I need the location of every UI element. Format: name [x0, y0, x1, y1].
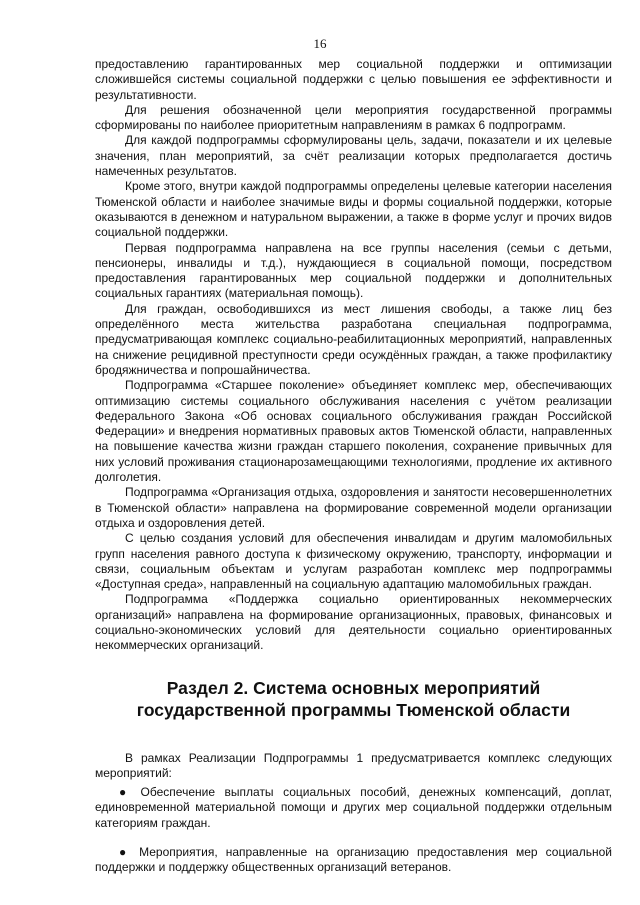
section-title — [95, 677, 612, 721]
paragraph: Подпрограмма «Организация отдыха, оздоровления и занятости несовершеннолетних в Тюменской области» направлена на формирование современной модели организации отдыха и оздоровления детей. — [95, 485, 612, 530]
paragraph: Кроме этого, внутри каждой подпрограммы определены целевые категории населения Тюменской области и наиболее значимые виды и формы социальной поддержки, которые оказываются в денежном и натуральном выражении, а также в форме услуг и прочих видов социальной поддержки. — [95, 179, 612, 240]
body-text — [95, 57, 612, 654]
paragraph: Для каждой подпрограммы сформулированы цель, задачи, показатели и их целевые значения, план мероприятий, за счёт реализации которых предполагается достичь намеченных результатов. — [95, 133, 612, 179]
paragraph-continuation: предоставлению гарантированных мер социальной поддержки и оптимизации сложившейся системы социальной поддержки с целью повышения ее эффективности и результативности. — [95, 57, 612, 102]
bullet-text: Мероприятия, направленные на организацию предоставления мер социальной поддержки и поддержку общественных организаций ветеранов. — [95, 845, 612, 875]
paragraph: Первая подпрограмма направлена на все группы населения (семьи с детьми, пенсионеры, инвалиды и т.д.), нуждающиеся в социальной помощи, посредством предоставления гарантированных мер социальной поддержки и дополнительных социальных гарантиях (материальная помощь). — [95, 240, 612, 301]
bullet-text: Обеспечение выплаты социальных пособий, денежных компенсаций, доплат, единовременной материальной помощи и других мер социальной поддержки отдельным категориям граждан. — [95, 785, 612, 830]
section-title-line-2: государственной программы Тюменской области — [136, 699, 571, 720]
bullet-icon: ● — [119, 785, 127, 800]
paragraph: С целью создания условий для обеспечения инвалидам и другим маломобильных групп населения равного доступа к физическому окружению, транспорту, информации и связи, социальным объектам и услугам разработан комплекс мер подпрограммы «Доступная среда», направленный на социальную адаптацию маломобильных граждан. — [95, 531, 612, 592]
paragraph: Подпрограмма «Поддержка социально ориентированных некоммерческих организаций» направлена на формирование организационных, правовых, финансовых и социально-экономических условий для деятельности социально ориентированных некоммерческих организаций. — [95, 592, 612, 653]
bullet-item — [95, 785, 612, 831]
paragraph: Подпрограмма «Старшее поколение» объединяет комплекс мер, обеспечивающих оптимизацию системы социального обслуживания населения с учётом реализации Федерального Закона «Об основах социального обслуживания граждан Российской Федерации» и внедрения нормативных правовых актов Тюменской области, направленных на повышение качества жизни граждан старшего поколения, сохранение привычных для них условий проживания стационарозамещающими технологиями, продление их активного долголетия. — [95, 378, 612, 485]
page-number: 16 — [313, 36, 327, 51]
paragraph: Для решения обозначенной цели мероприятия государственной программы сформированы по наиболее приоритетным направлениям в рамках 6 подпрограмм. — [95, 102, 612, 133]
section-title-line-1: Раздел 2. Система основных мероприятий — [166, 677, 541, 698]
paragraph: Для граждан, освободившихся из мест лишения свободы, а также лиц без определённого места жительства разработана специальная подпрограмма, предусматривающая комплекс социально-реабилитационных мероприятий, направленных на снижение рецидивной преступности среди осуждённых граждан, а также профилактику бродяжничества и попрошайничества. — [95, 301, 612, 377]
bullet-icon: ● — [119, 845, 127, 860]
bullet-item — [95, 845, 612, 876]
intro-paragraph: В рамках Реализации Подпрограммы 1 предусматривается комплекс следующих мероприятий: — [95, 750, 612, 780]
